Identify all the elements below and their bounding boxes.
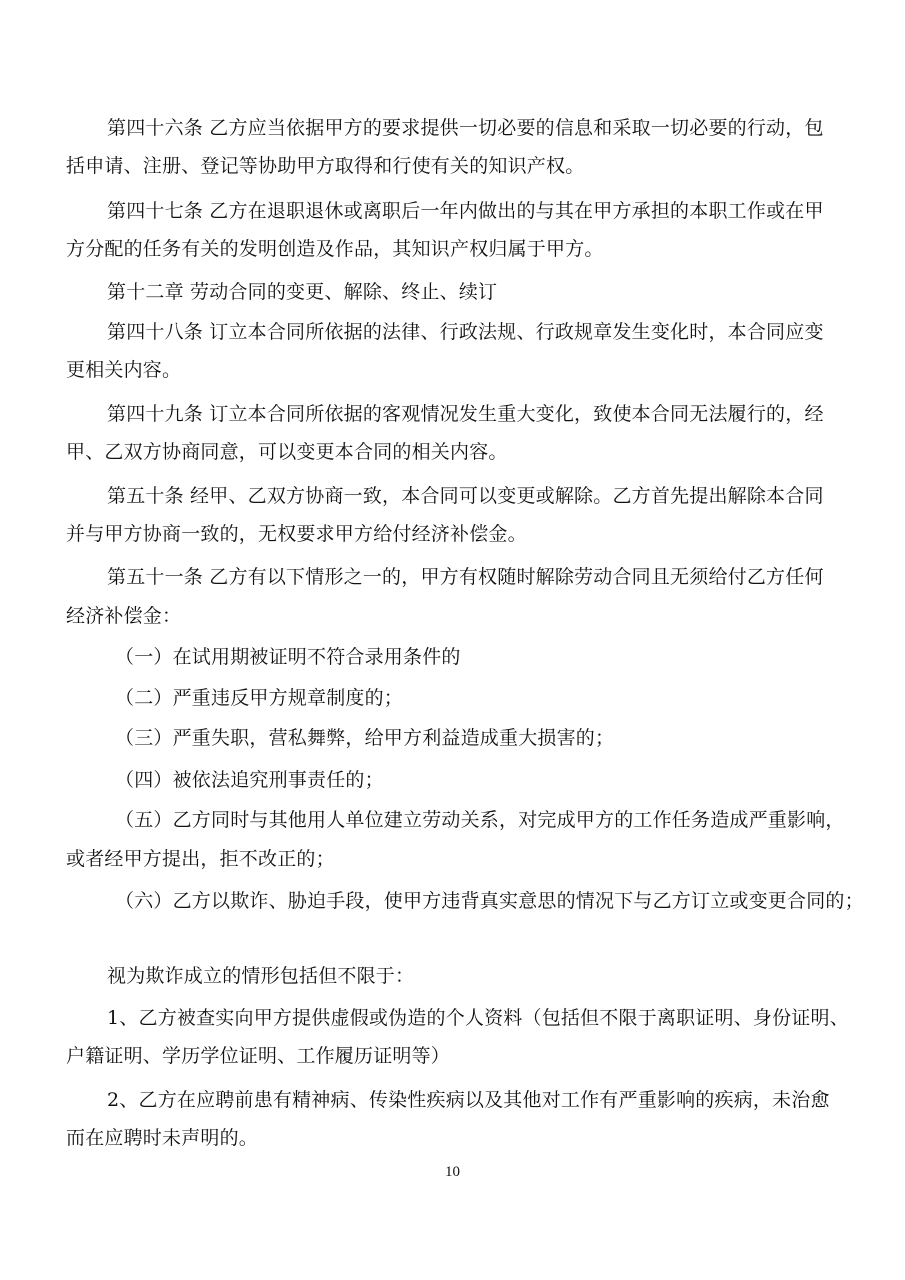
fraud-item-2-line-2: 而在应聘时未声明的。 xyxy=(66,1127,259,1149)
clause-3: （三）严重失职，营私舞弊，给甲方利益造成重大损害的； xyxy=(115,727,615,749)
article-50-line-2: 并与甲方协商一致的，无权要求甲方给付经济补偿金。 xyxy=(66,523,527,545)
article-50-line-1: 第五十条 经甲、乙双方协商一致，本合同可以变更或解除。乙方首先提出解除本合同 xyxy=(107,485,824,507)
fraud-intro: 视为欺诈成立的情形包括但不限于： xyxy=(107,965,415,987)
clause-5-line-2: 或者经甲方提出，拒不改正的； xyxy=(66,848,335,870)
fraud-item-1-line-2: 户籍证明、学历学位证明、工作履历证明等） xyxy=(66,1045,451,1067)
article-48-line-2: 更相关内容。 xyxy=(66,359,182,381)
article-51-line-1: 第五十一条 乙方有以下情形之一的，甲方有权随时解除劳动合同且无须给付乙方任何 xyxy=(107,566,824,588)
clause-4: （四）被依法追究刑事责任的； xyxy=(115,769,384,791)
article-49-line-1: 第四十九条 订立本合同所依据的客观情况发生重大变化，致使本合同无法履行的，经 xyxy=(107,403,824,425)
fraud-item-2-line-1: 2、乙方在应聘前患有精神病、传染性疾病以及其他对工作有严重影响的疾病，未治愈 xyxy=(107,1089,830,1111)
article-51-line-2: 经济补偿金： xyxy=(66,605,182,627)
article-47-line-1: 第四十七条 乙方在退职退休或离职后一年内做出的与其在甲方承担的本职工作或在甲 xyxy=(107,200,824,222)
clause-1: （一）在试用期被证明不符合录用条件的 xyxy=(115,646,461,668)
fraud-item-1-line-1: 1、乙方被查实向甲方提供虚假或伪造的个人资料（包括但不限于离职证明、身份证明、 xyxy=(107,1007,849,1029)
article-47-line-2: 方分配的任务有关的发明创造及作品，其知识产权归属于甲方。 xyxy=(66,238,604,260)
clause-5-line-1: （五）乙方同时与其他用人单位建立劳动关系，对完成甲方的工作任务造成严重影响， xyxy=(115,809,845,831)
article-48-line-1: 第四十八条 订立本合同所依据的法律、行政法规、行政规章发生变化时，本合同应变 xyxy=(107,321,824,343)
article-46-line-2: 括申请、注册、登记等协助甲方取得和行使有关的知识产权。 xyxy=(66,155,585,177)
article-49-line-2: 甲、乙双方协商同意，可以变更本合同的相关内容。 xyxy=(66,441,508,463)
article-46-line-1: 第四十六条 乙方应当依据甲方的要求提供一切必要的信息和采取一切必要的行动，包 xyxy=(107,117,824,139)
clause-6: （六）乙方以欺诈、胁迫手段，使甲方违背真实意思的情况下与乙方订立或变更合同的； xyxy=(115,890,864,912)
page-number: 10 xyxy=(445,1164,460,1180)
clause-2: （二）严重违反甲方规章制度的； xyxy=(115,687,404,709)
chapter-12-heading: 第十二章 劳动合同的变更、解除、终止、续订 xyxy=(107,281,498,303)
